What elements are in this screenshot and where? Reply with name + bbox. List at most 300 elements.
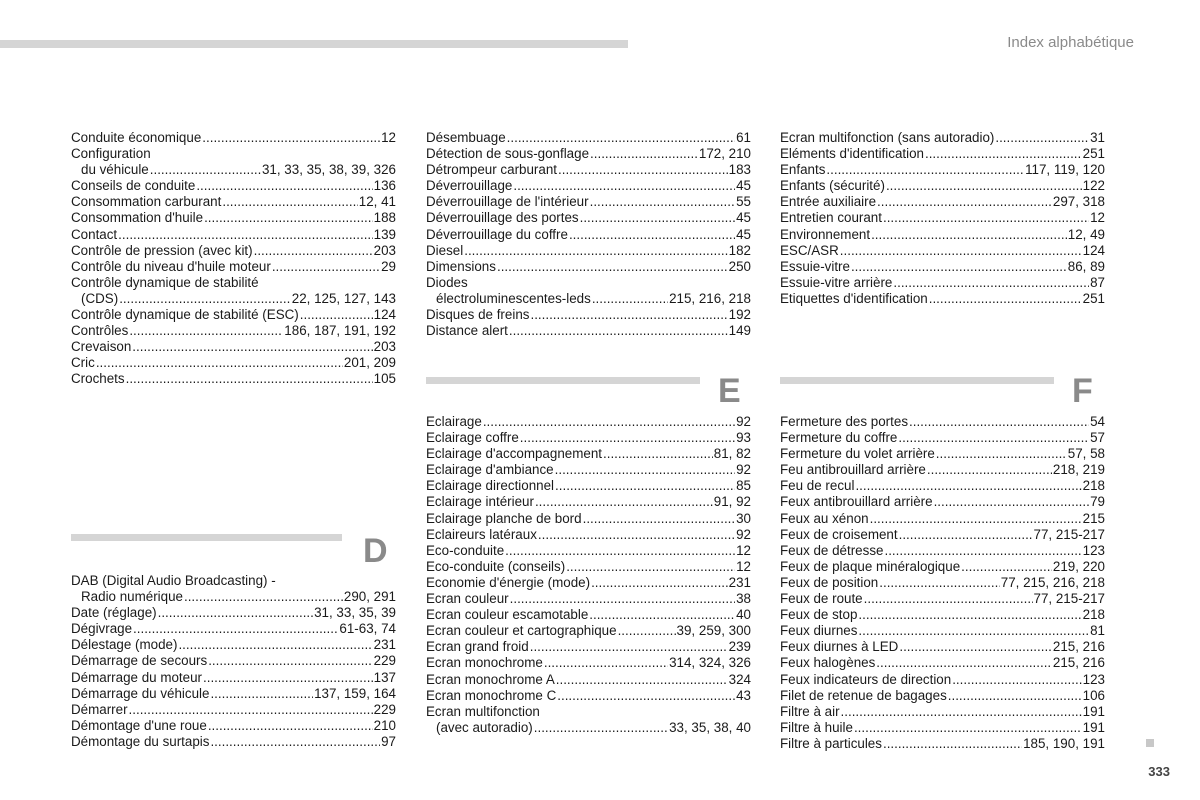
index-entry <box>426 527 751 543</box>
dot-leader <box>936 446 1067 462</box>
dot-leader <box>591 575 728 591</box>
section-e-bar <box>426 377 700 384</box>
index-entry <box>426 446 751 462</box>
index-entry-pages: 91, 92 <box>713 494 751 510</box>
index-entry <box>780 736 1105 752</box>
dot-leader <box>948 688 1082 704</box>
index-entry-pages: 40 <box>736 607 751 623</box>
index-entry-label: Détrompeur carburant <box>426 162 557 178</box>
index-entry-pages: 31, 33, 35, 38, 39, 326 <box>261 162 396 178</box>
index-entry-pages: 231 <box>728 574 751 590</box>
dot-leader <box>883 210 1089 226</box>
index-entry-pages: 239 <box>728 639 751 655</box>
index-entry <box>780 704 1105 720</box>
index-column-1 <box>71 130 396 388</box>
index-entry-label: Feux antibrouillard arrière <box>780 494 933 510</box>
index-entry-pages: 290, 291 <box>343 589 396 605</box>
index-entry <box>426 655 751 671</box>
index-entry <box>780 446 1105 462</box>
index-entry <box>780 162 1105 178</box>
dot-leader <box>851 259 1067 275</box>
dot-leader <box>222 194 357 210</box>
index-entry-label: du véhicule <box>81 162 149 178</box>
index-entry-pages: 182 <box>728 242 751 258</box>
dot-leader <box>513 178 735 194</box>
index-entry <box>780 146 1105 162</box>
index-entry-label: Délestage (mode) <box>71 637 178 653</box>
dot-leader <box>119 291 291 307</box>
index-entry <box>426 178 751 194</box>
index-entry <box>426 259 751 275</box>
index-entry-pages: 186, 187, 191, 192 <box>284 323 396 339</box>
dot-leader <box>129 702 373 718</box>
index-entry-pages: 218 <box>1082 607 1105 623</box>
index-entry-label: Distance alert <box>426 323 508 339</box>
index-entry-pages: 136 <box>373 178 396 194</box>
dot-leader <box>871 227 1067 243</box>
index-entry-pages: 77, 215-217 <box>1033 526 1105 542</box>
index-entry <box>71 227 396 243</box>
index-entry <box>71 653 396 669</box>
index-entry-label: Eclairage <box>426 414 482 429</box>
dot-leader <box>929 291 1082 307</box>
index-entry <box>780 575 1105 591</box>
dot-leader <box>178 637 372 653</box>
index-entry-label: Consommation carburant <box>71 194 222 210</box>
page-header-title: Index alphabétique <box>1007 34 1134 51</box>
index-entry-pages: 77, 215-217 <box>1033 591 1105 607</box>
index-entry <box>780 591 1105 607</box>
index-entry-label: Ecran couleur escamotable <box>426 607 589 623</box>
index-entry <box>780 275 1105 291</box>
dot-leader <box>898 430 1089 446</box>
index-entry <box>71 259 396 275</box>
dot-leader <box>254 243 373 259</box>
dot-leader <box>133 621 338 637</box>
index-entry <box>71 243 396 259</box>
index-entry-label: Feux de stop <box>780 607 858 623</box>
index-entry <box>780 243 1105 259</box>
index-entry-pages: 218, 219 <box>1052 462 1105 478</box>
index-entry-pages: 229 <box>373 701 396 717</box>
dot-leader <box>618 623 676 639</box>
index-entry-pages: 12 <box>736 558 751 574</box>
index-entry-pages: 54 <box>1090 414 1105 429</box>
dot-leader <box>118 227 373 243</box>
index-entry-pages: 45 <box>736 226 751 242</box>
index-entry <box>71 339 396 355</box>
dot-leader <box>126 371 373 387</box>
index-entry <box>780 494 1105 510</box>
index-entry <box>780 527 1105 543</box>
index-entry-pages: 203 <box>373 242 396 258</box>
index-entry-label: Démontage du surtapis <box>71 733 210 749</box>
index-entry <box>780 291 1105 307</box>
index-entry <box>780 430 1105 446</box>
index-entry-label: Fermeture des portes <box>780 414 909 429</box>
index-entry-label: Eléments d'identification <box>780 146 924 162</box>
index-entry-label: Contact <box>71 226 118 242</box>
index-entry-label: Contrôle du niveau d'huile moteur <box>71 258 271 274</box>
index-entry-pages: 192 <box>728 307 751 323</box>
dot-leader <box>555 462 735 478</box>
index-entry <box>71 637 396 653</box>
index-entry-pages: 250 <box>728 258 751 274</box>
dot-leader <box>899 639 1052 655</box>
index-entry-label: Eclairage d'ambiance <box>426 462 554 478</box>
dot-leader <box>925 146 1082 162</box>
index-entry-label: Economie d'énergie (mode) <box>426 574 591 590</box>
index-entry <box>71 670 396 686</box>
index-entry-label: Feux diurnes à LED <box>780 639 899 655</box>
index-entry-pages: 92 <box>736 414 751 429</box>
index-entry-pages: 219, 220 <box>1052 558 1105 574</box>
index-entry-label: Enfants <box>780 162 826 178</box>
dot-leader <box>557 688 735 704</box>
index-entry-pages: 191 <box>1082 719 1105 735</box>
index-entry-pages: 12 <box>381 130 396 145</box>
index-entry-label: Environnement <box>780 226 871 242</box>
index-entry-label: Date (réglage) <box>71 605 157 621</box>
section-d-letter: D <box>363 532 388 570</box>
index-entry <box>780 178 1105 194</box>
index-entry-label: Enfants (sécurité) <box>780 178 885 194</box>
dot-leader <box>893 275 1089 291</box>
index-entry-label: Déverrouillage du coffre <box>426 226 568 242</box>
index-entry-label: Eclairage coffre <box>426 430 519 446</box>
index-entry-label: Essuie-vitre arrière <box>780 274 893 290</box>
dot-leader <box>826 162 1024 178</box>
dot-leader <box>300 307 373 323</box>
dot-leader <box>158 605 313 621</box>
index-entry <box>71 734 396 750</box>
index-entry-pages: 87 <box>1090 274 1105 290</box>
index-entry-label: Filtre à huile <box>780 719 853 735</box>
dot-leader <box>555 478 735 494</box>
index-entry-pages: 215 <box>1082 510 1105 526</box>
index-entry <box>426 672 751 688</box>
index-entry <box>426 462 751 478</box>
index-entry-pages: 229 <box>373 653 396 669</box>
index-entry-pages: 215, 216 <box>1052 639 1105 655</box>
index-entry <box>780 655 1105 671</box>
index-entry <box>780 227 1105 243</box>
index-entry <box>426 430 751 446</box>
index-entry <box>426 511 751 527</box>
index-entry-pages: 191 <box>1082 703 1105 719</box>
index-entry <box>780 194 1105 210</box>
dot-leader <box>203 670 373 686</box>
index-entry <box>780 720 1105 736</box>
index-entry-label: Feux de détresse <box>780 542 884 558</box>
index-entry-pages: 124 <box>373 307 396 323</box>
index-entry <box>426 414 751 430</box>
dot-leader <box>934 494 1090 510</box>
index-entry-label: Disques de freins <box>426 307 530 323</box>
index-entry-label: Détection de sous-gonflage <box>426 146 590 162</box>
index-entry-pages: 122 <box>1082 178 1105 194</box>
dot-leader <box>879 575 999 591</box>
index-entry-pages: 12 <box>736 542 751 558</box>
index-entry-pages: 215, 216, 218 <box>669 290 751 306</box>
index-entry-label: Feux indicateurs de direction <box>780 671 952 687</box>
section-f-bar <box>780 377 1054 384</box>
dot-leader <box>510 591 735 607</box>
dot-leader <box>840 243 1082 259</box>
index-entry-pages: 12, 41 <box>358 194 396 210</box>
index-column-1-d <box>71 573 396 750</box>
index-entry-label: Contrôle dynamique de stabilité (ESC) <box>71 307 299 323</box>
index-entry-pages: 38 <box>736 591 751 607</box>
dot-leader <box>884 543 1081 559</box>
index-entry-label: Feu de recul <box>780 478 855 494</box>
index-entry-label: Démarrage de secours <box>71 653 208 669</box>
dot-leader <box>464 243 727 259</box>
index-entry-label: Ecran monochrome C <box>426 687 557 703</box>
dot-leader <box>858 607 1081 623</box>
dot-leader <box>544 655 668 671</box>
dot-leader <box>556 672 728 688</box>
dot-leader <box>854 720 1082 736</box>
index-column-3-f <box>780 414 1105 752</box>
index-entry <box>426 591 751 607</box>
dot-leader <box>505 543 735 559</box>
dot-leader <box>530 639 728 655</box>
index-entry-pages: 123 <box>1082 671 1105 687</box>
index-entry-label: Contrôles <box>71 323 129 339</box>
index-entry-label: Radio numérique <box>81 589 183 605</box>
index-entry <box>71 621 396 637</box>
index-entry <box>426 639 751 655</box>
index-entry-pages: 297, 318 <box>1052 194 1105 210</box>
index-entry <box>71 194 396 210</box>
dot-leader <box>184 589 343 605</box>
dot-leader <box>580 210 736 226</box>
index-entry <box>71 130 396 146</box>
index-entry <box>426 130 751 146</box>
dot-leader <box>129 323 283 339</box>
index-entry-label: Filtre à particules <box>780 735 882 751</box>
dot-leader <box>583 511 736 527</box>
index-entry <box>780 130 1105 146</box>
index-entry-pages: 33, 35, 38, 40 <box>669 719 751 735</box>
index-entry-label: (avec autoradio) <box>436 719 533 735</box>
index-entry-label: Filtre à air <box>780 703 840 719</box>
index-entry-pages: 92 <box>736 462 751 478</box>
index-entry <box>780 607 1105 623</box>
index-entry-label: Déverrouillage de l'intérieur <box>426 194 589 210</box>
index-entry-label: Feu antibrouillard arrière <box>780 462 926 478</box>
index-entry-pages: 183 <box>728 162 751 178</box>
index-entry <box>426 720 751 736</box>
index-entry <box>71 355 396 371</box>
index-entry-label: Feux de position <box>780 574 879 590</box>
index-entry-pages: 124 <box>1082 242 1105 258</box>
index-entry-pages: 218 <box>1082 478 1105 494</box>
index-column-2-e <box>426 414 751 736</box>
index-entry-label: Crochets <box>71 371 125 387</box>
index-entry-label: Désembuage <box>426 130 506 145</box>
index-entry-label: Ecran multifonction <box>426 703 540 719</box>
index-entry-pages: 31 <box>1090 130 1105 145</box>
index-entry <box>71 605 396 621</box>
index-entry <box>71 371 396 387</box>
index-entry-label: Eclairage planche de bord <box>426 510 582 526</box>
dot-leader <box>538 527 735 543</box>
dot-leader <box>210 686 313 702</box>
index-entry <box>426 227 751 243</box>
index-entry <box>780 414 1105 430</box>
index-entry-pages: 215, 216 <box>1052 655 1105 671</box>
dot-leader <box>534 720 668 736</box>
index-entry-label: Cric <box>71 355 95 371</box>
index-entry-label: Eclaireurs latéraux <box>426 526 537 542</box>
index-entry-pages: 231 <box>373 637 396 653</box>
index-entry <box>426 494 751 510</box>
index-entry <box>71 718 396 734</box>
dot-leader <box>952 672 1081 688</box>
index-entry-pages: 210 <box>373 717 396 733</box>
index-entry <box>780 639 1105 655</box>
index-entry-pages: 43 <box>736 687 751 703</box>
index-entry-pages: 77, 215, 216, 218 <box>1000 574 1105 590</box>
index-entry-label: Démarrage du moteur <box>71 669 202 685</box>
index-entry <box>780 543 1105 559</box>
index-entry-pages: 81 <box>1090 623 1105 639</box>
index-entry-pages: 105 <box>373 371 396 387</box>
index-entry-label: électroluminescentes-leds <box>436 290 591 306</box>
index-column-3 <box>780 130 1105 307</box>
dot-leader <box>150 162 261 178</box>
index-entry-pages: 201, 209 <box>343 355 396 371</box>
index-entry-label: Crevaison <box>71 339 132 355</box>
index-entry-pages: 61-63, 74 <box>339 621 396 637</box>
index-entry-pages: 149 <box>728 323 751 339</box>
index-entry-label: Eco-conduite (conseils) <box>426 558 566 574</box>
index-entry <box>71 686 396 702</box>
index-entry <box>780 478 1105 494</box>
section-d-bar <box>71 534 342 541</box>
index-entry-pages: 39, 259, 300 <box>676 623 751 639</box>
dot-leader <box>569 227 735 243</box>
dot-leader <box>507 130 735 146</box>
index-entry <box>780 672 1105 688</box>
index-entry-label: Feux de route <box>780 591 863 607</box>
index-entry <box>426 688 751 704</box>
page-number: 333 <box>1148 764 1170 779</box>
dot-leader <box>208 718 373 734</box>
dot-leader <box>196 178 372 194</box>
index-entry-pages: 45 <box>736 178 751 194</box>
dot-leader <box>883 736 1022 752</box>
index-entry-pages: 106 <box>1082 687 1105 703</box>
index-entry-label: Feux de plaque minéralogique <box>780 558 961 574</box>
index-entry-pages: 203 <box>373 339 396 355</box>
index-entry <box>426 307 751 323</box>
index-entry-label: Diodes <box>426 274 468 290</box>
index-entry-label: Dégivrage <box>71 621 133 637</box>
index-entry <box>71 307 396 323</box>
dot-leader <box>204 210 373 226</box>
index-entry-label: Diesel <box>426 242 464 258</box>
index-entry <box>426 607 751 623</box>
index-entry-pages: 137, 159, 164 <box>314 685 396 701</box>
dot-leader <box>864 591 1033 607</box>
index-entry <box>426 162 751 178</box>
index-entry <box>780 210 1105 226</box>
index-entry-label: Feux au xénon <box>780 510 869 526</box>
index-entry-pages: 86, 89 <box>1067 258 1105 274</box>
index-entry-label: Configuration <box>71 146 151 162</box>
index-entry <box>780 559 1105 575</box>
index-entry-pages: 172, 210 <box>698 146 751 162</box>
index-entry-label: Feux de croisement <box>780 526 898 542</box>
index-entry-pages: 137 <box>373 669 396 685</box>
index-entry-label: Contrôle de pression (avec kit) <box>71 242 253 258</box>
index-entry-label: DAB (Digital Audio Broadcasting) - <box>71 573 276 588</box>
index-entry-pages: 79 <box>1090 494 1105 510</box>
dot-leader <box>886 178 1082 194</box>
dot-leader <box>909 414 1089 430</box>
dot-leader <box>841 704 1082 720</box>
index-entry-pages: 92 <box>736 526 751 542</box>
dot-leader <box>870 511 1082 527</box>
dot-leader <box>483 414 735 430</box>
index-entry <box>71 702 396 718</box>
dot-leader <box>208 653 372 669</box>
index-entry <box>71 210 396 226</box>
dot-leader <box>961 559 1052 575</box>
index-entry-pages: 324 <box>728 671 751 687</box>
index-entry <box>780 688 1105 704</box>
index-entry <box>426 559 751 575</box>
index-entry-label: Eclairage d'accompagnement <box>426 446 602 462</box>
index-entry-label: Ecran couleur <box>426 591 509 607</box>
index-entry-label: Entrée auxiliaire <box>780 194 877 210</box>
index-entry-pages: 22, 125, 127, 143 <box>291 290 396 306</box>
index-column-2 <box>426 130 751 339</box>
index-entry-label: Ecran multifonction (sans autoradio) <box>780 130 995 145</box>
index-entry-label: Dimensions <box>426 258 496 274</box>
index-entry-pages: 97 <box>381 733 396 749</box>
index-entry-pages: 251 <box>1082 290 1105 306</box>
index-entry-pages: 185, 190, 191 <box>1023 735 1105 751</box>
corner-square-mark <box>1146 739 1154 747</box>
index-entry-label: Déverrouillage <box>426 178 513 194</box>
index-entry <box>426 194 751 210</box>
index-entry-pages: 117, 119, 120 <box>1025 162 1105 178</box>
dot-leader <box>509 323 728 339</box>
index-entry-pages: 55 <box>736 194 751 210</box>
index-entry-pages: 61 <box>736 130 751 145</box>
index-entry-pages: 314, 324, 326 <box>669 655 751 671</box>
index-entry-pages: 81, 82 <box>713 446 751 462</box>
index-entry-label: Entretien courant <box>780 210 882 226</box>
dot-leader <box>590 146 698 162</box>
section-e-letter: E <box>718 372 741 410</box>
index-entry <box>426 575 751 591</box>
dot-leader <box>272 259 380 275</box>
index-entry-label: Conseils de conduite <box>71 178 196 194</box>
index-entry-pages: 45 <box>736 210 751 226</box>
dot-leader <box>876 655 1052 671</box>
dot-leader <box>858 623 1089 639</box>
dot-leader <box>202 130 380 146</box>
index-entry <box>71 323 396 339</box>
index-entry <box>426 243 751 259</box>
index-entry <box>71 178 396 194</box>
index-entry-label: Ecran grand froid <box>426 639 529 655</box>
